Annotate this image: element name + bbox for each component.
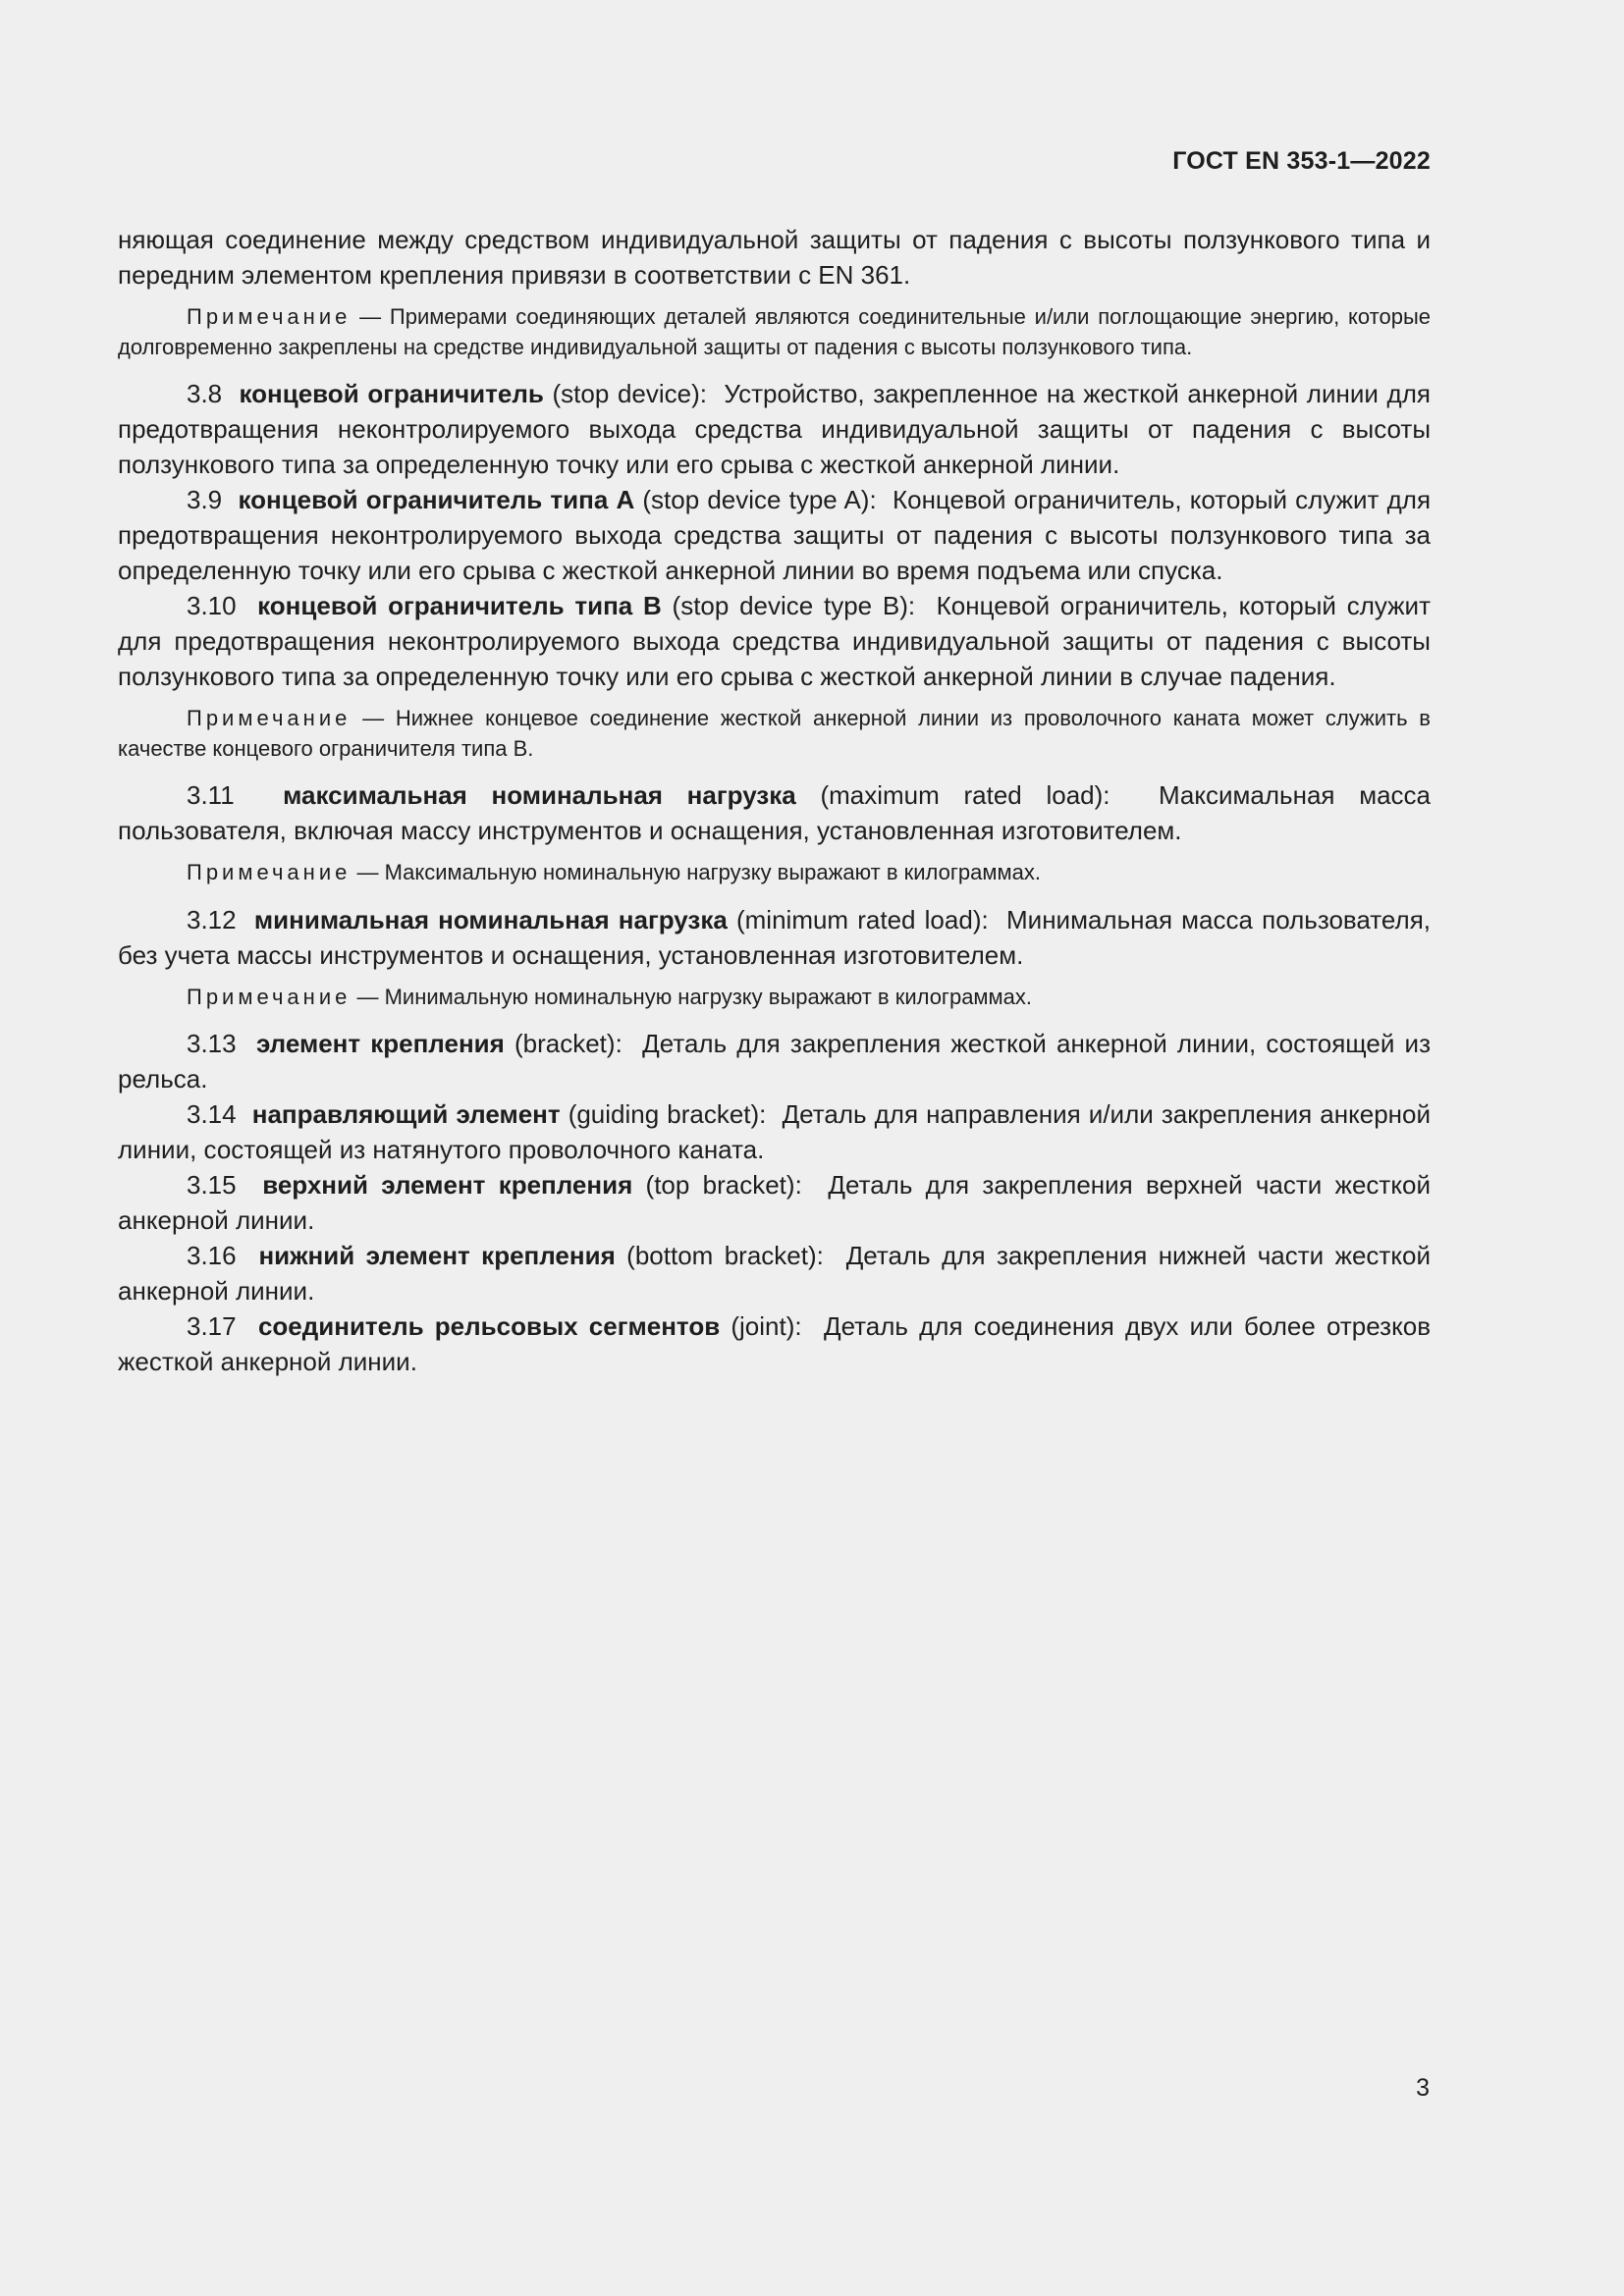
term-number: 3.16 [187, 1241, 237, 1270]
term-title: верхний элемент крепления [262, 1170, 633, 1200]
term-3-8 [118, 376, 1431, 482]
term-english: (stop device type B): [672, 591, 916, 620]
term-number: 3.13 [187, 1029, 237, 1058]
note-text: — Минимальную номинальную нагрузку выражают в килограммах. [356, 984, 1033, 1009]
term-english: (stop device): [552, 379, 707, 408]
term-3-10 [118, 588, 1431, 694]
term-definition: Максимальная масса пользователя, включая массу инструментов и оснащения, установленная изготовителем. [118, 780, 1431, 845]
document-body [118, 222, 1431, 1379]
note-text: — Нижнее концевое соединение жесткой анкерной линии из проволочного каната может служить в качестве концевого ограничителя типа B. [118, 706, 1431, 761]
note-label: Примечание [187, 304, 352, 329]
term-english: (bracket): [514, 1029, 623, 1058]
term-english: (joint): [731, 1311, 802, 1341]
term-title: соединитель рельсовых сегментов [257, 1311, 721, 1341]
term-title: максимальная номинальная нагрузка [283, 780, 796, 810]
note-4 [118, 983, 1431, 1013]
term-title: направляющий элемент [251, 1099, 561, 1129]
term-definition: Концевой ограничитель, который служит для предотвращения неконтролируемого выхода средства защиты от падения с высоты ползункового типа за определенную точку или его срыва с жесткой анкерной линии во время подъема или спуска. [118, 485, 1432, 585]
term-definition: Устройство, закрепленное на жесткой анкерной линии для предотвращения неконтролируемого выхода средства индивидуальной защиты от падения с высоты ползункового типа за определенную точку или его срыва с жесткой анкерной линии. [118, 379, 1431, 479]
term-3-9 [118, 482, 1431, 588]
term-title: концевой ограничитель типа А [238, 485, 635, 514]
term-english: (bottom bracket): [626, 1241, 824, 1270]
term-definition: Деталь для направления и/или закрепления анкерной линии, состоящей из натянутого проволочного каната. [118, 1099, 1431, 1164]
note-text: — Максимальную номинальную нагрузку выражают в килограммах. [356, 860, 1041, 884]
term-3-13 [118, 1026, 1431, 1096]
note-label: Примечание [187, 984, 352, 1009]
note-label: Примечание [187, 706, 352, 730]
term-number: 3.15 [187, 1170, 237, 1200]
term-english: (guiding bracket): [568, 1099, 767, 1129]
term-english: (minimum rated load): [735, 904, 989, 934]
term-number: 3.17 [187, 1311, 237, 1341]
note-3 [118, 858, 1431, 888]
term-number: 3.14 [187, 1099, 237, 1129]
page-number: 3 [1416, 2074, 1430, 2102]
term-number: 3.11 [187, 780, 235, 810]
term-3-17 [118, 1308, 1431, 1379]
note-2 [118, 704, 1431, 764]
term-3-15 [118, 1167, 1431, 1238]
term-english: (top bracket): [645, 1170, 802, 1200]
term-number: 3.9 [187, 485, 223, 514]
term-number: 3.12 [187, 904, 237, 934]
term-3-16 [118, 1238, 1431, 1308]
term-title: нижний элемент крепления [258, 1241, 616, 1270]
term-3-11 [118, 777, 1431, 848]
term-definition: Минимальная масса пользователя, без учета массы инструментов и оснащения, установленная изготовителем. [118, 904, 1431, 970]
term-definition: Деталь для закрепления жесткой анкерной линии, состоящей из рельса. [118, 1029, 1431, 1094]
note-label: Примечание [187, 860, 352, 884]
term-title: элемент крепления [255, 1029, 505, 1058]
term-title: минимальная номинальная нагрузка [253, 904, 728, 934]
note-1 [118, 302, 1431, 362]
term-definition: Деталь для закрепления верхней части жесткой анкерной линии. [118, 1170, 1431, 1235]
term-number: 3.8 [187, 379, 223, 408]
term-title: концевой ограничитель типа В [257, 591, 662, 620]
term-3-12 [118, 902, 1431, 973]
term-title: концевой ограничитель [239, 379, 544, 408]
term-english: (maximum rated load): [820, 780, 1110, 810]
term-definition: Деталь для закрепления нижней части жесткой анкерной линии. [118, 1241, 1431, 1306]
note-text: — Примерами соединяющих деталей являются соединительные и/или поглощающие энергию, которые долговременно закреплены на средстве индивидуальной защиты от падения с высоты ползункового типа. [118, 304, 1431, 359]
term-3-14 [118, 1096, 1431, 1167]
term-definition: Концевой ограничитель, который служит для предотвращения неконтролируемого выхода средства индивидуальной защиты от падения с высоты ползункового типа за определенную точку или его срыва с жесткой анкерной линии в случае падения. [118, 591, 1431, 691]
term-definition: Деталь для соединения двух или более отрезков жесткой анкерной линии. [118, 1311, 1432, 1376]
term-english: (stop device type A): [642, 485, 877, 514]
term-number: 3.10 [187, 591, 237, 620]
document-header: ГОСТ EN 353-1—2022 [1172, 147, 1431, 175]
continuation-paragraph: няющая соединение между средством индивидуальной защиты от падения с высоты ползункового типа и передним элементом крепления привязи в соответствии с EN 361. [118, 225, 1431, 290]
